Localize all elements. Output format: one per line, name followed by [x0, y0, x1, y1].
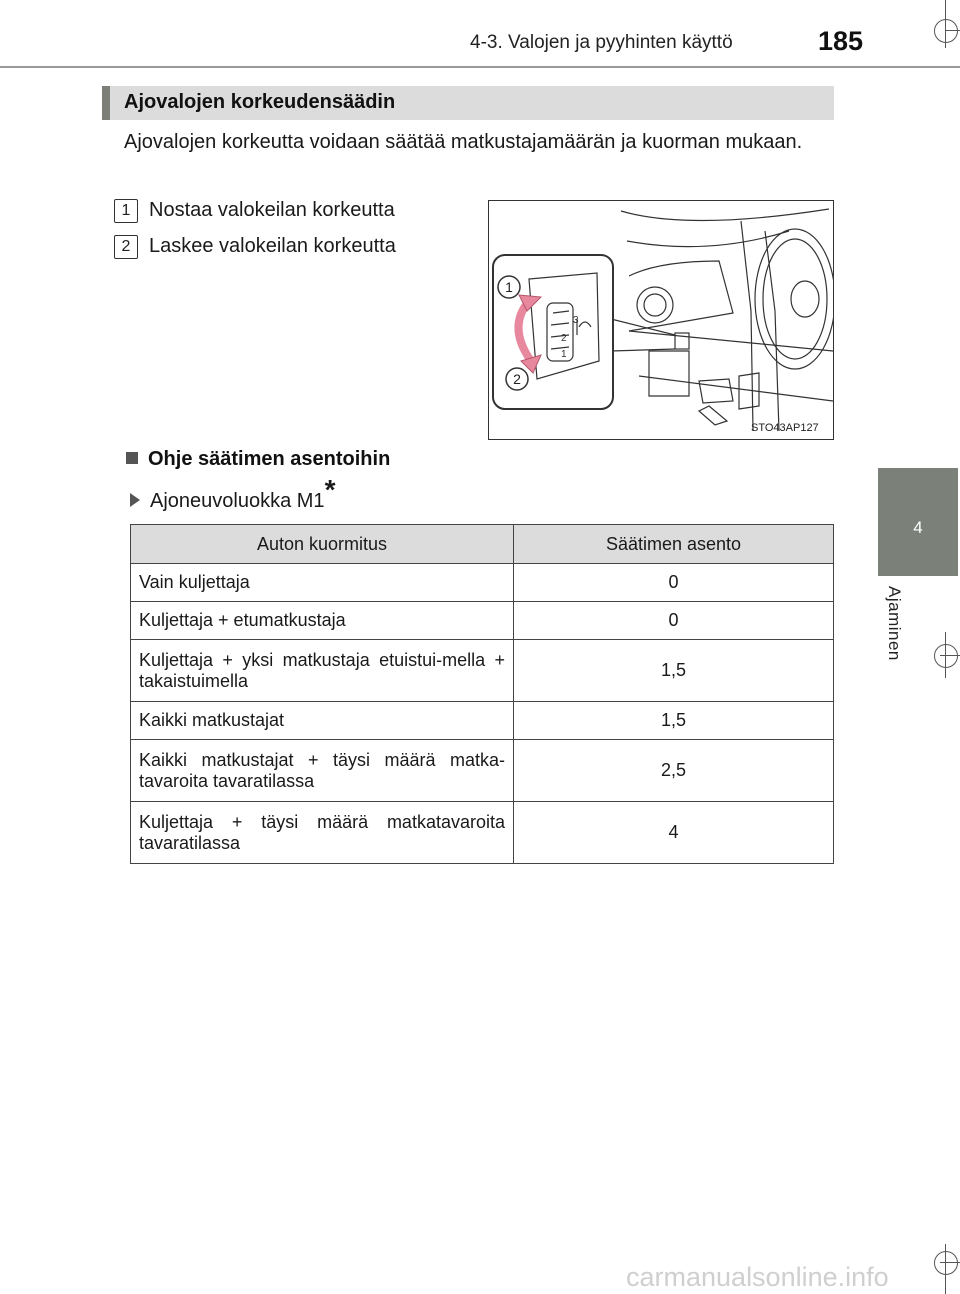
load-cell: Kuljettaja + yksi matkustaja etuistui-mella + takaistuimella [131, 640, 514, 702]
intro-paragraph: Ajovalojen korkeutta voidaan säätää matkustajamäärän ja kuorman mukaan. [124, 131, 803, 153]
table-header-load: Auton kuormitus [131, 525, 514, 564]
table-header-position: Säätimen asento [514, 525, 834, 564]
table-header-row [131, 525, 834, 564]
table-row [131, 640, 834, 702]
load-cell: Kuljettaja + etumatkustaja [131, 602, 514, 640]
table-row [131, 702, 834, 740]
chapter-label: Ajaminen [885, 586, 904, 661]
table-row [131, 802, 834, 864]
section-title: Ajovalojen korkeudensäädin [124, 91, 396, 113]
crop-mark [945, 0, 946, 48]
illustration-code: STO43AP127 [751, 422, 819, 434]
dial-mark: 3 [573, 315, 579, 326]
position-cell: 0 [514, 564, 834, 602]
crop-mark [945, 632, 946, 678]
position-cell: 2,5 [514, 740, 834, 802]
square-bullet-icon [126, 452, 138, 464]
load-position-table [130, 524, 834, 864]
section-heading-accent [102, 86, 110, 120]
crop-mark [945, 1244, 946, 1294]
callout-text: Nostaa valokeilan korkeutta [149, 199, 395, 221]
table-row [131, 602, 834, 640]
subsection-heading [126, 448, 390, 471]
load-cell: Kuljettaja + täysi määrä matkatavaroita tavaratilassa [131, 802, 514, 864]
subsection-title: Ohje säätimen asentoihin [148, 448, 391, 470]
chapter-number: 4 [913, 518, 923, 537]
position-cell: 4 [514, 802, 834, 864]
dashboard-drawing [489, 201, 833, 439]
watermark: carmanualsonline.info [626, 1262, 889, 1292]
dial-mark: 1 [561, 349, 567, 360]
table-row [131, 740, 834, 802]
position-cell: 1,5 [514, 702, 834, 740]
load-cell: Kaikki matkustajat + täysi määrä matka-tavaroita tavaratilassa [131, 740, 514, 802]
callout-circle-1-label: 1 [505, 279, 513, 295]
header-rule [0, 66, 960, 68]
dial-mark: 2 [561, 333, 567, 344]
triangle-bullet-icon [130, 493, 140, 507]
table-row [131, 564, 834, 602]
callout-text: Laskee valokeilan korkeutta [149, 235, 396, 257]
crop-mark [934, 19, 958, 43]
callout-circle-2-label: 2 [513, 371, 521, 387]
callout-number-box: 2 [114, 235, 138, 259]
crop-mark [934, 1251, 958, 1275]
footnote-asterisk: * [324, 474, 336, 505]
headlight-leveling-illustration [488, 200, 834, 440]
load-cell: Kaikki matkustajat [131, 702, 514, 740]
running-header-section: 4-3. Valojen ja pyyhinten käyttö [470, 32, 733, 53]
page-number: 185 [818, 26, 864, 56]
load-cell: Vain kuljettaja [131, 564, 514, 602]
callout-number-box: 1 [114, 199, 138, 223]
bullet-text: Ajoneuvoluokka M1 [150, 490, 325, 512]
position-cell: 0 [514, 602, 834, 640]
crop-mark [934, 644, 958, 668]
position-cell: 1,5 [514, 640, 834, 702]
bullet-item [130, 474, 336, 514]
